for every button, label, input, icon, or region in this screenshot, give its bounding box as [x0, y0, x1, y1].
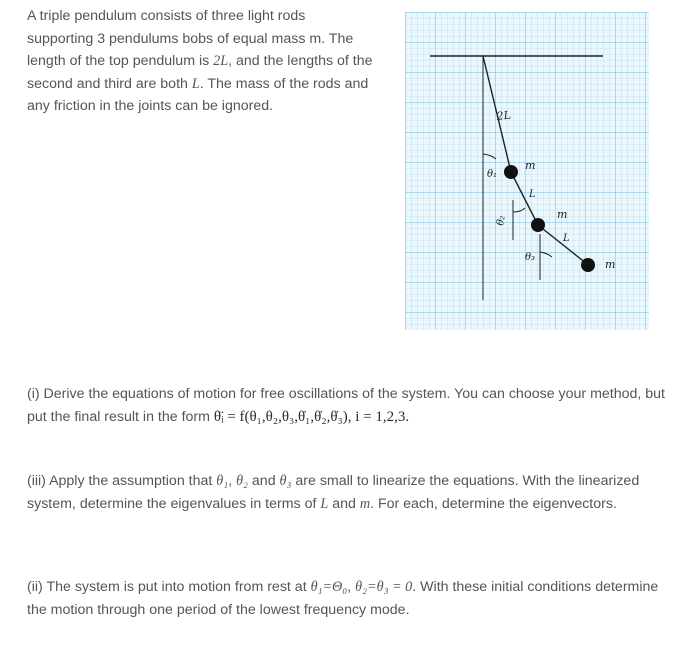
bob-1 — [504, 165, 518, 179]
label-2L: 2L — [495, 108, 512, 123]
intro-length-other: L — [191, 75, 200, 92]
question-ii-text-a: (ii) The system is put into motion from rest at — [27, 579, 311, 595]
question-ii — [27, 576, 672, 621]
intro-text-3: . The mass of the rods and any friction in the joints can be ignored. — [27, 75, 369, 115]
label-m1: m — [525, 159, 536, 172]
question-iii-text-b: are small to linearize the equations. With the linearized system, determine the eigenvalues in terms of — [27, 473, 640, 512]
label-m3: m — [605, 258, 616, 271]
intro-length-top: 2L — [213, 53, 229, 70]
question-iii-L: L — [320, 495, 329, 512]
question-i — [27, 383, 672, 428]
question-iii-and: and — [247, 473, 280, 489]
triple-pendulum-diagram — [405, 12, 649, 330]
question-i-text: (i) Derive the equations of motion for free oscillations of the system. You can choose your method, but put the final result in the form — [27, 386, 665, 425]
label-m2: m — [557, 208, 568, 221]
intro-text-1: A triple pendulum consists of three light rods supporting 3 pendulums bobs of equal mass m. The length of the top pendulum is — [27, 8, 354, 70]
label-theta2: θ₂ — [495, 214, 508, 227]
question-i-formula: θ̈ᵢ = f(θ₁,θ₂,θ₃,θ̇₁,θ̇₂,θ̇₃), i = 1,2,3. — [213, 408, 410, 425]
label-L2: L — [563, 233, 570, 244]
question-iii-theta3: θ₃ — [279, 473, 292, 489]
bob-2 — [531, 218, 545, 232]
question-ii-condition-2: θ₂=θ₃ = 0 — [355, 579, 413, 595]
question-ii-text-b: . With these initial conditions determine the motion through one period of the lowest frequency mode. — [27, 579, 659, 618]
question-iii-text-c: and — [328, 495, 360, 512]
problem-intro — [27, 5, 375, 118]
question-ii-sep: , — [347, 579, 356, 595]
label-L1: L — [529, 189, 536, 200]
intro-text-2: , and the lengths of the second and third are both — [27, 53, 373, 92]
label-theta3: θ₃ — [525, 252, 536, 263]
label-theta1: θ₁ — [487, 169, 498, 180]
question-iii-text-a: (iii) Apply the assumption that — [27, 473, 217, 489]
question-iii-sep: , — [228, 473, 237, 489]
question-iii-m: m — [359, 495, 371, 512]
bob-3 — [581, 258, 595, 272]
question-iii-text-d: . For each, determine the eigenvectors. — [370, 495, 617, 512]
question-iii-theta2: θ₂ — [236, 473, 248, 489]
question-ii-condition-1: θ₁=Θ₀ — [310, 579, 348, 595]
question-iii-theta1: θ₁ — [216, 473, 229, 489]
question-iii — [27, 470, 672, 515]
